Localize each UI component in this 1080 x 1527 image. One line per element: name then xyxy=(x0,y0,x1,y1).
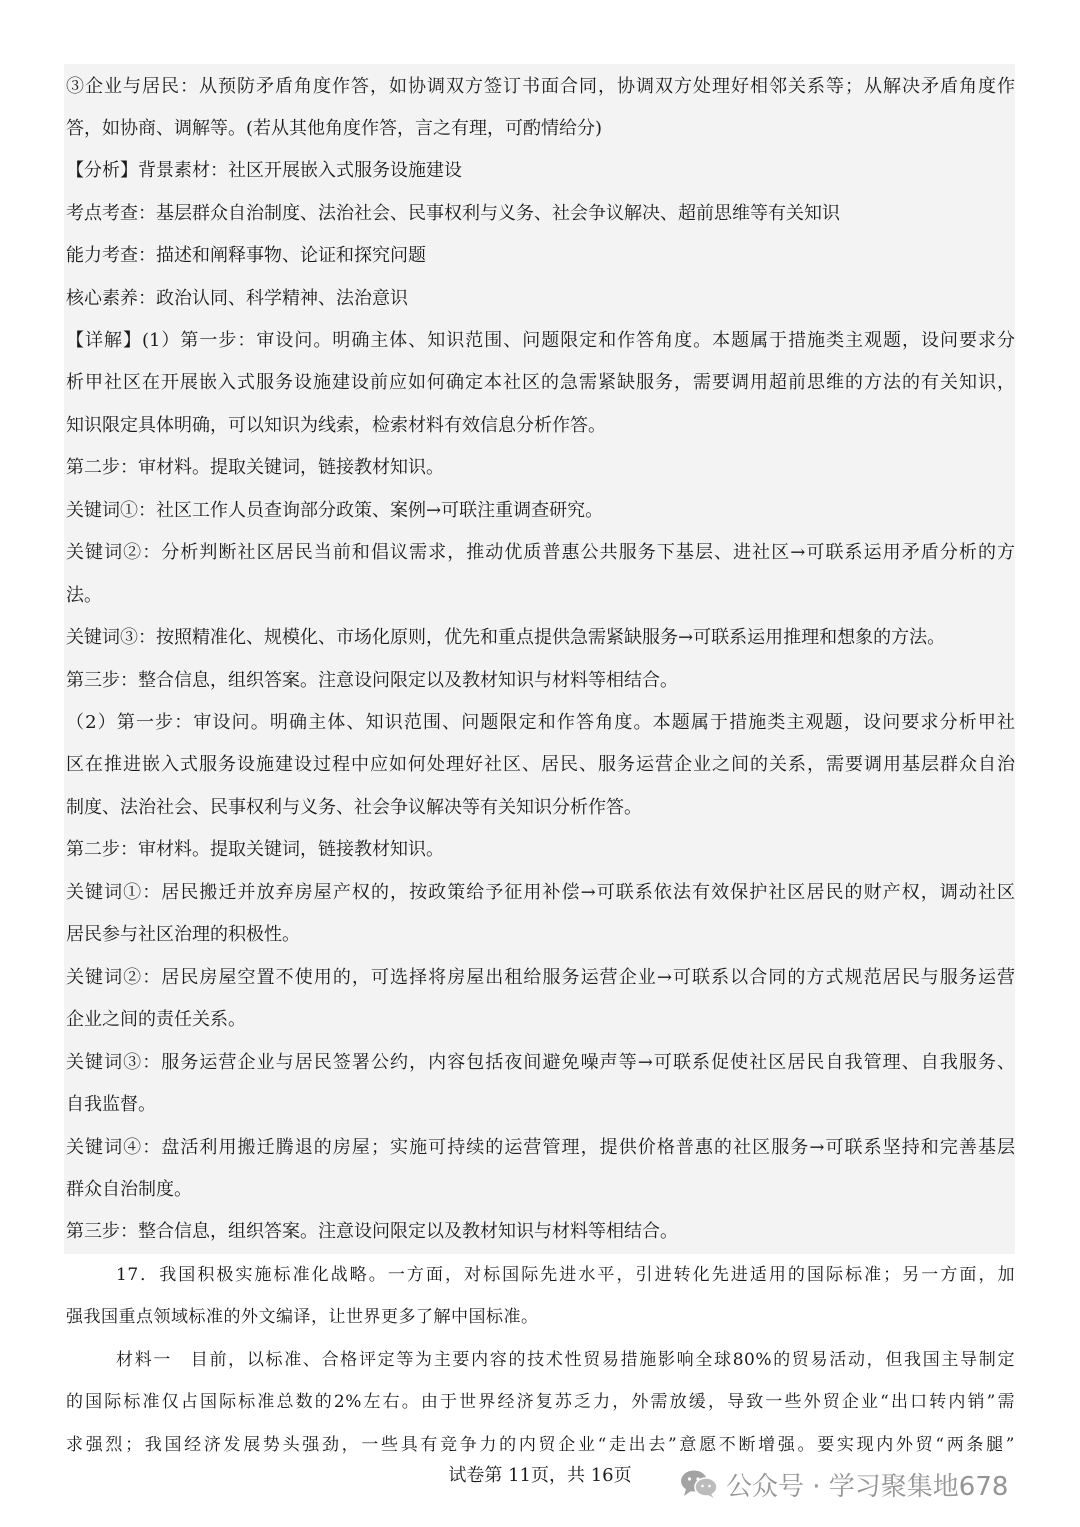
answer-line: 群众自治制度。 xyxy=(66,1179,192,1200)
answer-line: 答，如协商、调解等。(若从其他角度作答，言之有理，可酌情给分) xyxy=(66,118,603,139)
keyword-line: 关键词③：按照精准化、规模化、市场化原则，优先和重点提供急需紧缺服务→可联系运用推理和想象的方法。 xyxy=(66,627,946,648)
keyword-line: 关键词②：居民房屋空置不使用的，可选择将房屋出租给服务运营企业→可联系以合同的方式规范居民与服务运营 xyxy=(66,967,1015,988)
answer-line: （2）第一步：审设问。明确主体、知识范围、问题限定和作答角度。本题属于措施类主观题，设问要求分析甲社 xyxy=(66,712,1015,733)
answer-line: 第三步：整合信息，组织答案。注意设问限定以及教材知识与材料等相结合。 xyxy=(66,1221,678,1242)
answer-line: 制度、法治社会、民事权利与义务、社会争议解决等有关知识分析作答。 xyxy=(66,797,642,818)
analysis-heading: 【分析】背景素材：社区开展嵌入式服务设施建设 xyxy=(66,160,462,181)
answer-line: 能力考查：描述和阐释事物、论证和探究问题 xyxy=(66,245,426,266)
detail-heading: 【详解】(1）第一步：审设问。明确主体、知识范围、问题限定和作答角度。本题属于措施类主观题，设问要求分 xyxy=(66,330,1015,351)
answer-line: 考点考查：基层群众自治制度、法治社会、民事权利与义务、社会争议解决、超前思维等有关知识 xyxy=(66,203,840,224)
keyword-line: 关键词②：分析判断社区居民当前和倡议需求，推动优质普惠公共服务下基层、进社区→可联系运用矛盾分析的方 xyxy=(66,542,1015,563)
material-line: 求强烈；我国经济发展势头强劲，一些具有竞争力的内贸企业“走出去”意愿不断增强。要实现内外贸“两条腿” xyxy=(66,1435,1015,1455)
watermark xyxy=(680,1466,1008,1502)
wechat-icon xyxy=(680,1469,718,1499)
answer-line: 居民参与社区治理的积极性。 xyxy=(66,924,300,945)
answer-line: 核心素养：政治认同、科学精神、法治意识 xyxy=(66,288,408,309)
watermark-text: 公众号 · 学习聚集地678 xyxy=(726,1471,1009,1502)
answer-line: 第二步：审材料。提取关键词，链接教材知识。 xyxy=(66,839,444,860)
page-footer: 试卷第 11页，共 16页 xyxy=(448,1465,632,1486)
answer-line: 第三步：整合信息，组织答案。注意设问限定以及教材知识与材料等相结合。 xyxy=(66,670,678,691)
question-17-line: 强我国重点领域标准的外文编译，让世界更多了解中国标准。 xyxy=(66,1307,539,1327)
question-17-line: 17．我国积极实施标准化战略。一方面，对标国际先进水平，引进转化先进适用的国际标准；另一方面，加 xyxy=(116,1265,1015,1285)
keyword-line: 关键词①：社区工作人员查询部分政策、案例→可联注重调查研究。 xyxy=(66,500,604,521)
answer-line: 第二步：审材料。提取关键词，链接教材知识。 xyxy=(66,457,444,478)
answer-line: ③企业与居民：从预防矛盾角度作答，如协调双方签订书面合同，协调双方处理好相邻关系等；从解决矛盾角度作 xyxy=(66,76,1015,97)
material-line: 的国际标准仅占国际标准总数的2%左右。由于世界经济复苏乏力，外需放缓，导致一些外贸企业“出口转内销”需 xyxy=(66,1392,1015,1412)
material-line: 材料一 目前，以标准、合格评定等为主要内容的技术性贸易措施影响全球80%的贸易活动，但我国主导制定 xyxy=(116,1350,1015,1370)
keyword-line: 关键词①：居民搬迁并放弃房屋产权的，按政策给予征用补偿→可联系依法有效保护社区居民的财产权，调动社区 xyxy=(66,882,1015,903)
answer-line: 析甲社区在开展嵌入式服务设施建设前应如何确定本社区的急需紧缺服务，需要调用超前思维的方法的有关知识， xyxy=(66,372,1015,393)
answer-line: 区在推进嵌入式服务设施建设过程中应如何处理好社区、居民、服务运营企业之间的关系，需要调用基层群众自治 xyxy=(66,754,1015,775)
keyword-line: 关键词④：盘活利用搬迁腾退的房屋；实施可持续的运营管理，提供价格普惠的社区服务→可联系坚持和完善基层 xyxy=(66,1137,1015,1158)
answer-line: 知识限定具体明确，可以知识为线索，检索材料有效信息分析作答。 xyxy=(66,415,606,436)
answer-line: 企业之间的责任关系。 xyxy=(66,1009,246,1030)
answer-line: 法。 xyxy=(66,585,102,606)
keyword-line: 关键词③：服务运营企业与居民签署公约，内容包括夜间避免噪声等→可联系促使社区居民自我管理、自我服务、 xyxy=(66,1052,1015,1073)
answer-line: 自我监督。 xyxy=(66,1094,156,1115)
